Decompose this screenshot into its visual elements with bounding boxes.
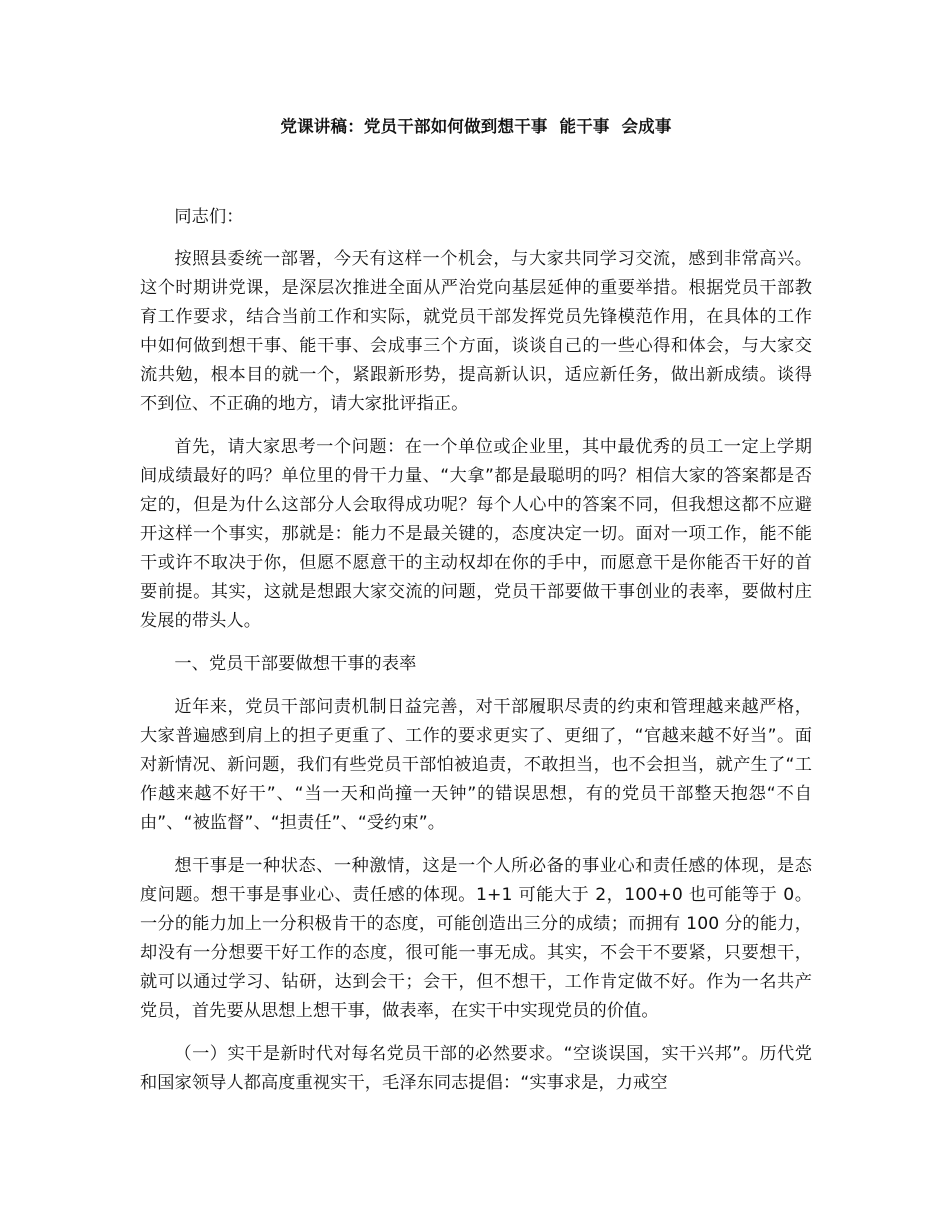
- section-paragraph: 想干事是一种状态、一种激情，这是一个人所必备的事业心和责任感的体现，是态度问题。想干事是事业心、责任感的体现。1+1 可能大于 2，100+0 也可能等于 0。一分的能力加上一分积极肯干的态度，可能创造出三分的成绩；而拥有 100 分的能力，却没有一分想要干好工作的态度，很可能一事无成。其实，不会干不要紧，只要想干，就可以通过学习、钻研，达到会干；会干，但不想干，工作肯定做不好。作为一名共产党员，首先要从思想上想干事，做表率，在实干中实现党员的价值。: [140, 856, 812, 1021]
- section-paragraph: （一）实干是新时代对每名党员干部的必然要求。“空谈误国，实干兴邦”。历代党和国家领导人都高度重视实干，毛泽东同志提倡：“实事求是，力戒空: [140, 1044, 812, 1093]
- section-heading: 一、党员干部要做想干事的表率: [174, 654, 417, 674]
- intro-paragraph: 按照县委统一部署，今天有这样一个机会，与大家共同学习交流，感到非常高兴。这个时期讲党课，是深层次推进全面从严治党向基层延伸的重要举措。根据党员干部教育工作要求，结合当前工作和实际，就党员干部发挥党员先锋模范作用，在具体的工作中如何做到想干事、能干事、会成事三个方面，谈谈自己的一些心得和体会，与大家交流共勉，根本目的就一个，紧跟新形势，提高新认识，适应新任务，做出新成绩。谈得不到位、不正确的地方，请大家批评指正。: [140, 249, 812, 414]
- document-body: [140, 115, 812, 1112]
- salutation: 同志们：: [174, 207, 244, 227]
- document-title: 党课讲稿：党员干部如何做到想干事 能干事 会成事: [280, 117, 672, 136]
- section-paragraph: 近年来，党员干部问责机制日益完善，对干部履职尽责的约束和管理越来越严格，大家普遍感到肩上的担子更重了、工作的要求更实了、更细了，“官越来越不好当”。面对新情况、新问题，我们有些党员干部怕被追责，不敢担当，也不会担当，就产生了“工作越来越不好干”、“当一天和尚撞一天钟”的错误思想，有的党员干部整天抱怨“不自由”、“被监督”、“担责任”、“受约束”。: [140, 697, 812, 833]
- question-paragraph: 首先，请大家思考一个问题：在一个单位或企业里，其中最优秀的员工一定上学期间成绩最好的吗？单位里的骨干力量、“大拿”都是最聪明的吗？相信大家的答案都是否定的，但是为什么这部分人会取得成功呢？每个人心中的答案不同，但我想这都不应避开这样一个事实，那就是：能力不是最关键的，态度决定一切。面对一项工作，能不能干或许不取决于你，但愿不愿意干的主动权却在你的手中，而愿意干是你能否干好的首要前提。其实，这就是想跟大家交流的问题，党员干部要做干事创业的表率，要做村庄发展的带头人。: [140, 437, 812, 631]
